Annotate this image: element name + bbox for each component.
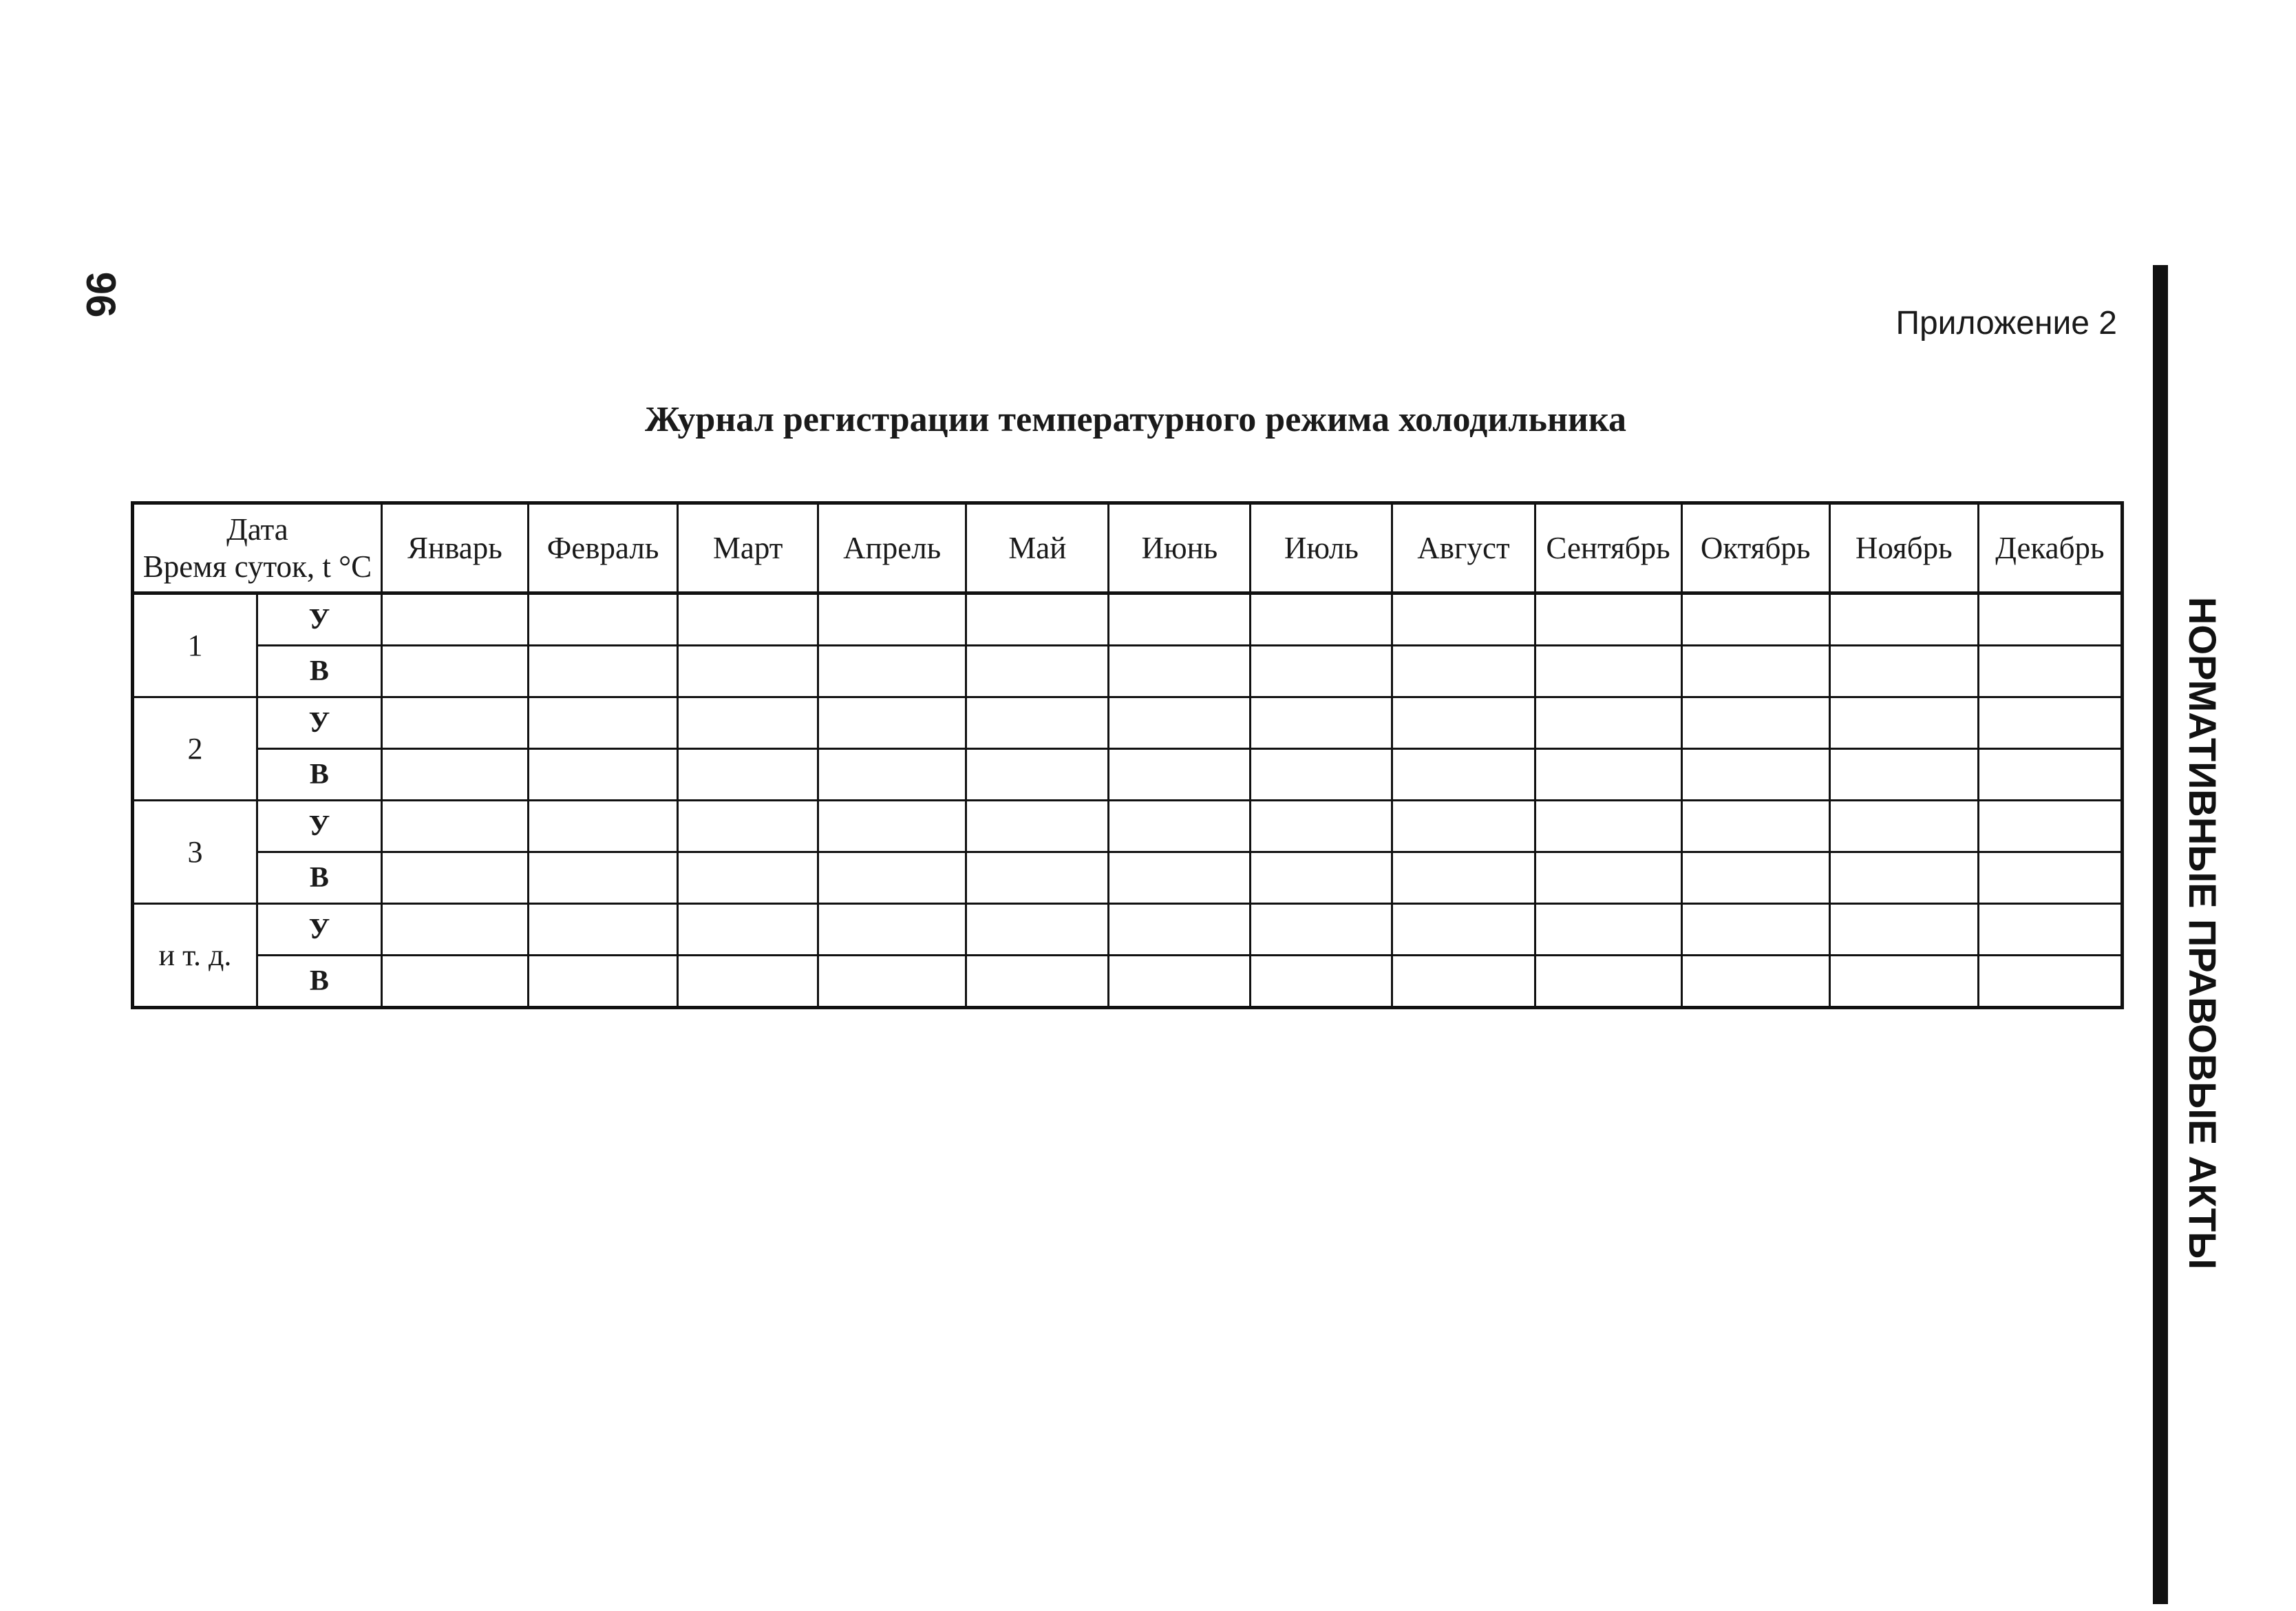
temperature-cell [818, 956, 966, 1008]
table-row [133, 956, 2123, 1008]
temperature-cell [678, 904, 818, 956]
temperature-cell [1978, 749, 2122, 801]
temperature-cell [381, 593, 528, 646]
temperature-cell [678, 593, 818, 646]
temperature-cell [1251, 593, 1392, 646]
month-header: Июнь [1109, 503, 1251, 593]
temperature-cell [1109, 801, 1251, 852]
month-header: Июль [1251, 503, 1392, 593]
time-of-day-label: У [257, 904, 381, 956]
day-label: 1 [133, 593, 257, 697]
side-section-title: НОРМАТИВНЫЕ ПРАВОВЫЕ АКТЫ [2181, 596, 2224, 1270]
temperature-cell [381, 801, 528, 852]
temperature-cell [678, 697, 818, 749]
table-row [133, 697, 2123, 749]
table-header-row [133, 503, 2123, 593]
temperature-cell [1109, 956, 1251, 1008]
table-row [133, 749, 2123, 801]
temperature-cell [1978, 852, 2122, 904]
temperature-cell [1978, 904, 2122, 956]
temperature-cell [966, 801, 1109, 852]
temperature-cell [1392, 593, 1535, 646]
time-of-day-label: В [257, 749, 381, 801]
temperature-cell [966, 697, 1109, 749]
temperature-cell [966, 593, 1109, 646]
temperature-cell [1109, 646, 1251, 697]
day-label: 3 [133, 801, 257, 904]
temperature-cell [1251, 956, 1392, 1008]
temperature-cell [1251, 904, 1392, 956]
temperature-cell [528, 593, 677, 646]
temperature-cell [1829, 801, 1978, 852]
month-header: Май [966, 503, 1109, 593]
temperature-cell [1535, 852, 1681, 904]
temperature-cell [1109, 904, 1251, 956]
temperature-cell [678, 956, 818, 1008]
temperature-cell [1978, 956, 2122, 1008]
temperature-cell [1681, 697, 1829, 749]
table-row [133, 646, 2123, 697]
temperature-cell [1829, 593, 1978, 646]
temperature-cell [1681, 852, 1829, 904]
time-of-day-label: В [257, 852, 381, 904]
temperature-cell [528, 801, 677, 852]
temperature-cell [1829, 904, 1978, 956]
temperature-cell [818, 593, 966, 646]
page-number: 96 [78, 271, 124, 318]
time-of-day-label: У [257, 697, 381, 749]
table-row [133, 852, 2123, 904]
temperature-cell [1681, 904, 1829, 956]
temperature-cell [1535, 646, 1681, 697]
temperature-cell [1251, 749, 1392, 801]
month-header: Сентябрь [1535, 503, 1681, 593]
table-row [133, 904, 2123, 956]
temperature-cell [1109, 593, 1251, 646]
temperature-cell [1392, 801, 1535, 852]
temperature-cell [1251, 852, 1392, 904]
temperature-cell [1109, 852, 1251, 904]
temperature-cell [1392, 646, 1535, 697]
temperature-cell [818, 697, 966, 749]
temperature-cell [818, 749, 966, 801]
temperature-cell [1978, 646, 2122, 697]
temperature-cell [1535, 749, 1681, 801]
table-body [133, 593, 2123, 1008]
appendix-label: Приложение 2 [1895, 305, 2117, 341]
temperature-cell [818, 904, 966, 956]
temperature-cell [818, 646, 966, 697]
temperature-cell [381, 697, 528, 749]
temperature-cell [1978, 697, 2122, 749]
temperature-cell [1829, 852, 1978, 904]
temperature-cell [1392, 852, 1535, 904]
temperature-cell [1681, 801, 1829, 852]
temperature-cell [1251, 801, 1392, 852]
temperature-cell [966, 852, 1109, 904]
temperature-cell [678, 749, 818, 801]
time-of-day-label: В [257, 646, 381, 697]
temperature-cell [818, 852, 966, 904]
temperature-cell [966, 904, 1109, 956]
temperature-cell [1681, 749, 1829, 801]
time-of-day-label: В [257, 956, 381, 1008]
temperature-cell [381, 852, 528, 904]
temperature-cell [1978, 801, 2122, 852]
temperature-cell [818, 801, 966, 852]
month-header: Февраль [528, 503, 677, 593]
time-of-day-header-label: Время суток, t °С [142, 549, 372, 584]
month-header: Ноябрь [1829, 503, 1978, 593]
temperature-cell [381, 749, 528, 801]
temperature-cell [1109, 697, 1251, 749]
temperature-cell [1829, 697, 1978, 749]
temperature-cell [1829, 646, 1978, 697]
temperature-log-table [131, 501, 2124, 1009]
temperature-cell [1535, 697, 1681, 749]
temperature-cell [1392, 697, 1535, 749]
temperature-cell [1829, 956, 1978, 1008]
temperature-cell [528, 852, 677, 904]
temperature-cell [966, 956, 1109, 1008]
temperature-cell [1392, 956, 1535, 1008]
temperature-cell [678, 801, 818, 852]
table-row [133, 801, 2123, 852]
temperature-cell [678, 646, 818, 697]
month-header: Январь [381, 503, 528, 593]
temperature-cell [528, 646, 677, 697]
time-of-day-label: У [257, 593, 381, 646]
table-row [133, 593, 2123, 646]
temperature-cell [1392, 904, 1535, 956]
temperature-cell [1535, 956, 1681, 1008]
day-label: и т. д. [133, 904, 257, 1008]
temperature-cell [381, 904, 528, 956]
temperature-cell [1109, 749, 1251, 801]
temperature-cell [678, 852, 818, 904]
date-header-label: Дата [226, 512, 288, 547]
temperature-cell [1251, 697, 1392, 749]
day-label: 2 [133, 697, 257, 801]
month-header: Март [678, 503, 818, 593]
temperature-cell [1681, 593, 1829, 646]
side-bar [2153, 265, 2168, 1604]
temperature-cell [1681, 956, 1829, 1008]
temperature-cell [1535, 904, 1681, 956]
month-header: Август [1392, 503, 1535, 593]
temperature-cell [1251, 646, 1392, 697]
temperature-cell [528, 956, 677, 1008]
temperature-cell [1681, 646, 1829, 697]
temperature-cell [528, 904, 677, 956]
time-of-day-label: У [257, 801, 381, 852]
document-title: Журнал регистрации температурного режима холодильника [644, 400, 1627, 439]
temperature-cell [381, 646, 528, 697]
date-time-header [133, 503, 382, 593]
month-header: Декабрь [1978, 503, 2122, 593]
temperature-cell [528, 749, 677, 801]
temperature-cell [1978, 593, 2122, 646]
temperature-cell [1535, 801, 1681, 852]
temperature-cell [1392, 749, 1535, 801]
month-header: Апрель [818, 503, 966, 593]
temperature-cell [381, 956, 528, 1008]
temperature-cell [966, 646, 1109, 697]
temperature-cell [1829, 749, 1978, 801]
temperature-cell [966, 749, 1109, 801]
temperature-cell [528, 697, 677, 749]
month-header: Октябрь [1681, 503, 1829, 593]
temperature-cell [1535, 593, 1681, 646]
